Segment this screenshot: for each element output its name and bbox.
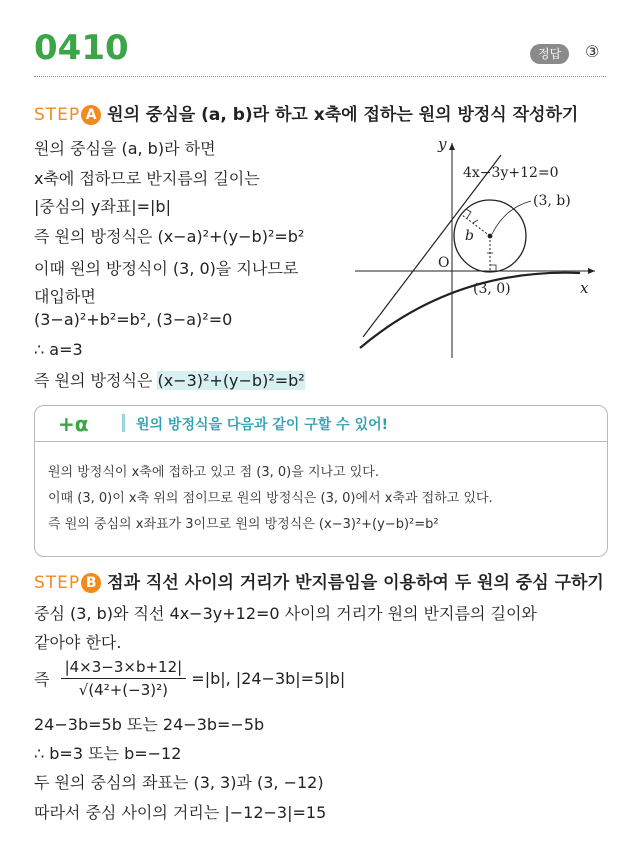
tip-divider: [34, 441, 608, 442]
y-axis-arrow-icon: [449, 143, 455, 150]
equal-tick-1: [473, 220, 478, 223]
center-point: [488, 234, 493, 239]
step-b-letter-icon: B: [81, 573, 101, 593]
tangent-line: [363, 155, 501, 337]
problem-number: 0410: [34, 28, 129, 68]
tip-line-3: 즉 원의 중심의 x좌표가 3이므로 원의 방정식은 (x−3)²+(y−b)²=b²: [48, 517, 439, 532]
header-divider: [34, 76, 606, 77]
step-a-line-3: |중심의 y좌표|=|b|: [34, 197, 171, 216]
step-a-heading: [34, 100, 578, 125]
answer-value: ③: [585, 42, 600, 61]
center-label: (3, b): [533, 193, 571, 209]
step-a-line-2: x축에 접하므로 반지름의 길이는: [34, 169, 260, 188]
step-a-result-prefix: 즉 원의 방정식은: [34, 371, 158, 390]
step-a-line-4: 즉 원의 방정식은 (x−a)²+(y−b)²=b²: [34, 227, 305, 246]
step-b-intro-1: 중심 (3, b)와 직선 4x−3y+12=0 사이의 거리가 원의 반지름의 길이와: [34, 604, 537, 623]
step-b-line-3: 두 원의 중심의 좌표는 (3, 3)과 (3, −12): [34, 773, 324, 792]
step-b-intro-2: 같아야 한다.: [34, 633, 122, 652]
step-a-line-7: (3−a)²+b²=b², (3−a)²=0: [34, 310, 233, 329]
large-circle-arc: [360, 273, 580, 348]
step-a-word: STEP: [34, 105, 81, 125]
origin-label: O: [438, 255, 450, 271]
tip-title-bar: [122, 414, 125, 432]
step-a-result: [34, 368, 305, 391]
tangent-point-label: (3, 0): [473, 281, 511, 297]
step-b-eq-suffix: =|b|, |24−3b|=5|b|: [191, 669, 346, 688]
step-b-line-2: ∴ b=3 또는 b=−12: [34, 744, 182, 763]
step-a-result-equation: (x−3)²+(y−b)²=b²: [157, 371, 305, 390]
step-a-line-8: ∴ a=3: [34, 340, 83, 359]
step-b-eq-prefix: 즉: [34, 670, 50, 689]
step-a-line-5: 이때 원의 방정식이 (3, 0)을 지나므로: [34, 259, 299, 278]
tangent-circle-graph: [345, 133, 605, 363]
tip-title: 원의 방정식을 다음과 같이 구할 수 있어!: [136, 417, 389, 433]
fraction-numerator: |4×3−3×b+12|: [61, 658, 187, 679]
step-a-line-6: 대입하면: [34, 287, 96, 306]
y-axis-label: y: [438, 135, 447, 153]
radius-label: b: [465, 228, 474, 244]
step-a-line-1: 원의 중심을 (a, b)라 하면: [34, 139, 216, 158]
right-angle-mark-line: [466, 209, 471, 218]
tip-line-2: 이때 (3, 0)이 x축 위의 점이므로 원의 방정식은 (3, 0)에서 x축과 접하고 있다.: [48, 491, 493, 506]
step-b-title: 점과 직선 사이의 거리가 반지름임을 이용하여 두 원의 중심 구하기: [107, 573, 604, 593]
tip-line-1: 원의 방정식이 x축에 접하고 있고 점 (3, 0)을 지나고 있다.: [48, 465, 379, 480]
step-a-letter-icon: A: [81, 105, 101, 125]
x-axis-label: x: [580, 279, 589, 297]
step-b-distance-equation: [34, 658, 345, 699]
line-equation-label: 4x−3y+12=0: [463, 165, 559, 181]
right-angle-mark-axis: [490, 265, 496, 271]
step-b-line-1: 24−3b=5b 또는 24−3b=−5b: [34, 715, 265, 734]
step-b-heading: [34, 568, 604, 593]
x-axis-arrow-icon: [588, 268, 595, 274]
plus-alpha-icon: +α: [58, 412, 89, 436]
step-b-word: STEP: [34, 573, 81, 593]
fraction-denominator: √(4²+(−3)²): [78, 681, 168, 699]
step-a-title: 원의 중심을 (a, b)라 하고 x축에 접하는 원의 방정식 작성하기: [107, 105, 579, 125]
distance-fraction: [61, 658, 187, 699]
answer-badge: 정답: [530, 44, 569, 64]
step-b-line-4: 따라서 중심 사이의 거리는 |−12−3|=15: [34, 803, 327, 822]
